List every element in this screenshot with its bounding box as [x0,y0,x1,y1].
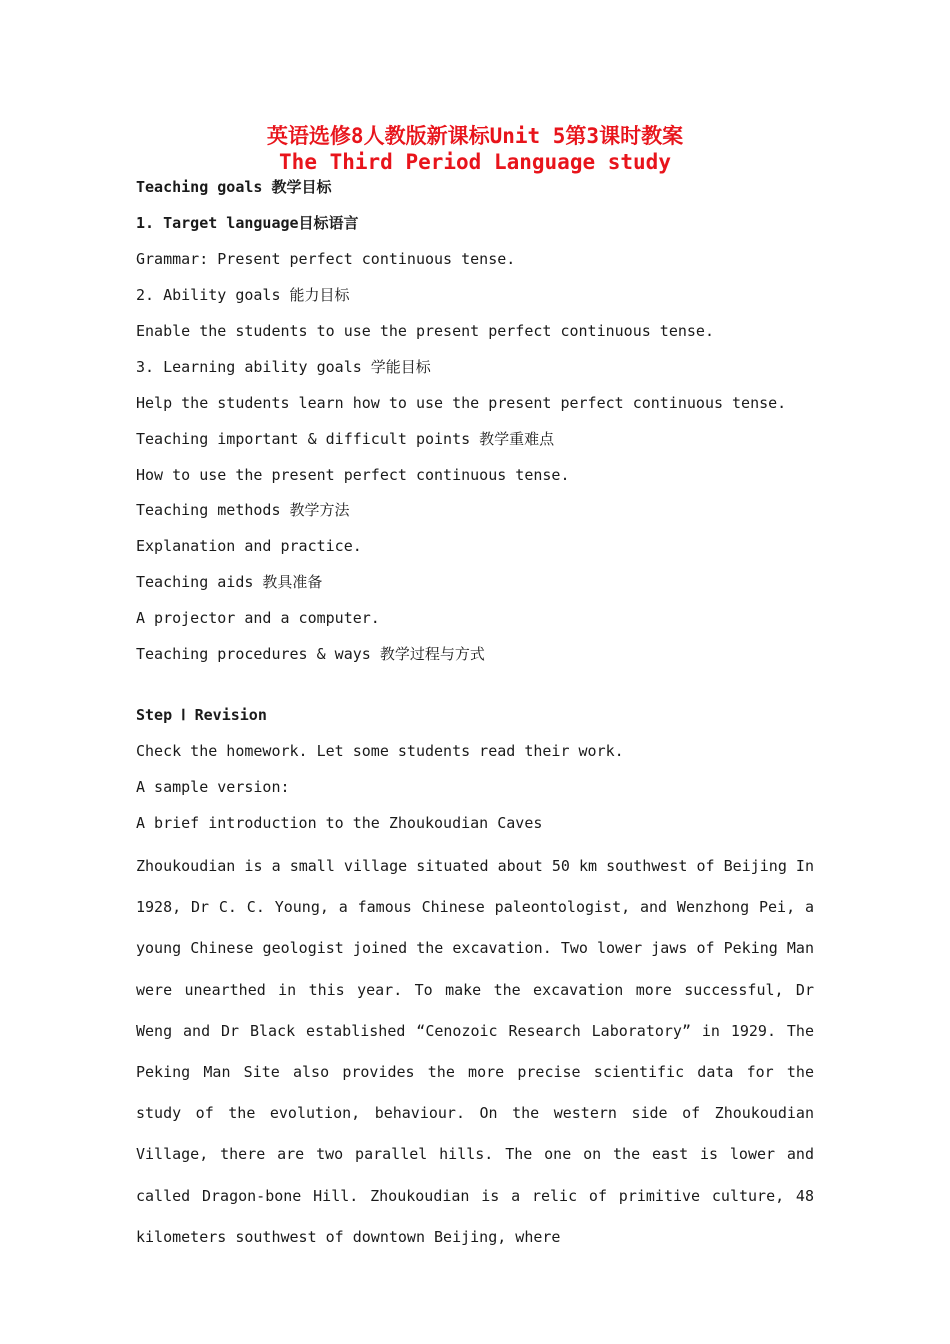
intro-title: A brief introduction to the Zhoukoudian Caves [136,814,543,832]
teaching-goals-heading: Teaching goals 教学目标 [136,178,332,196]
important-points-heading: Teaching important & difficult points 教学重难点 [136,430,555,448]
learning-ability-goals-text: Help the students learn how to use the present perfect continuous tense. [136,394,787,412]
target-language-heading: 1. Target language目标语言 [136,214,359,232]
teaching-procedures-heading: Teaching procedures & ways 教学过程与方式 [136,645,485,663]
zhoukoudian-paragraph: Zhoukoudian is a small village situated about 50 km southwest of Beijing In 1928, Dr C. C. Young, a famous Chinese paleontologist, and Wenzhong Pei, a young Chinese geologist joined the excavation. Two lower jaws of Peking Man were unearthed in this year. To make the excavation more successful, Dr Weng and Dr Black established “Cenozoic Research Laboratory” in 1929. The Peking Man Site also provides the more precise scientific data for the study of the evolution, behaviour. On the western side of Zhoukoudian Village, there are two parallel hills. The one on the east is lower and called Dragon-bone Hill. Zhoukoudian is a relic of primitive culture, 48 kilometers southwest of downtown Beijing, where [136,857,814,1246]
important-points-text: How to use the present perfect continuous tense. [136,466,570,484]
teaching-aids-heading: Teaching aids 教具准备 [136,573,323,591]
grammar-line: Grammar: Present perfect continuous tense. [136,250,516,268]
learning-ability-goals-heading: 3. Learning ability goals 学能目标 [136,358,431,376]
teaching-methods-text: Explanation and practice. [136,537,362,555]
document-subtitle: The Third Period Language study [279,150,671,174]
step-1-instruction: Check the homework. Let some students read their work. [136,742,624,760]
ability-goals-heading: 2. Ability goals 能力目标 [136,286,350,304]
ability-goals-text: Enable the students to use the present perfect continuous tense. [136,322,714,340]
step-1-heading: Step Ⅰ Revision [136,706,267,724]
teaching-aids-text: A projector and a computer. [136,609,380,627]
sample-version-label: A sample version: [136,778,290,796]
teaching-methods-heading: Teaching methods 教学方法 [136,501,350,519]
document-title: 英语选修8人教版新课标Unit 5第3课时教案 [266,124,684,148]
